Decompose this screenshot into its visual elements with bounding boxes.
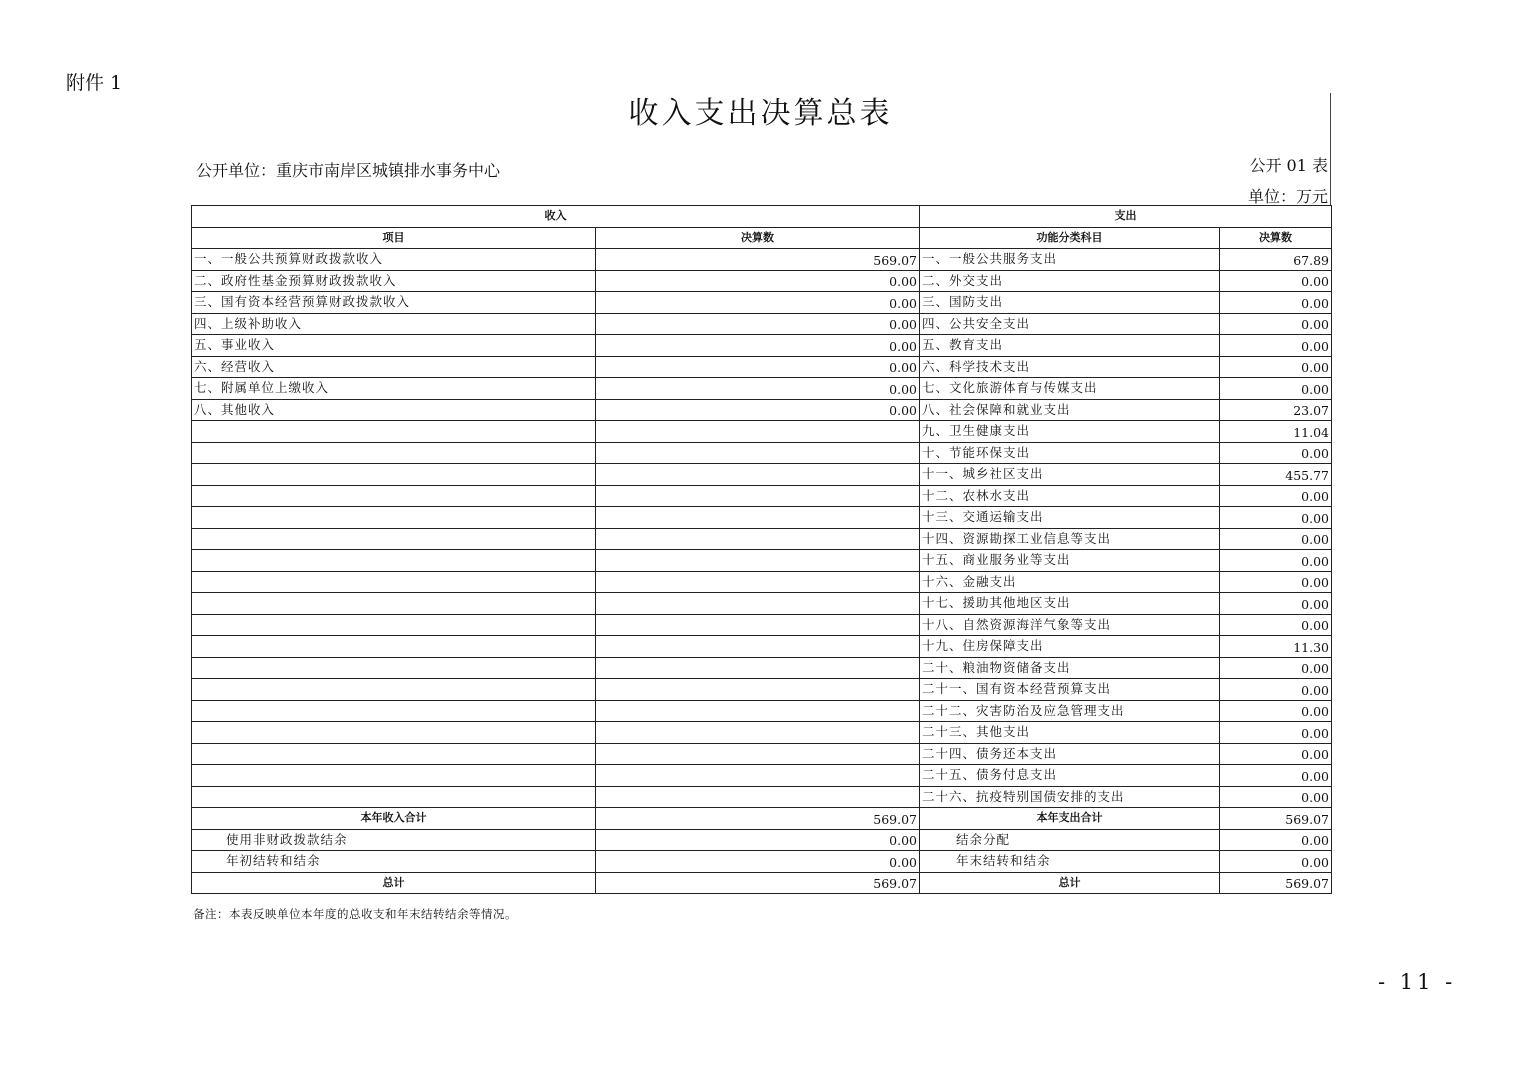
table-row: [192, 485, 1332, 507]
expense-amount: 0.00: [1220, 786, 1332, 808]
income-item-label: [192, 786, 596, 808]
expense-item-label: 二十二、灾害防治及应急管理支出: [920, 700, 1220, 722]
table-row: [192, 464, 1332, 486]
expense-amount: 11.04: [1220, 421, 1332, 443]
income-amount: 0.00: [596, 356, 920, 378]
expense-item-label: 二十、粮油物资储备支出: [920, 657, 1220, 679]
expense-item-label: 十、节能环保支出: [920, 442, 1220, 464]
expense-item-label: 三、国防支出: [920, 292, 1220, 314]
income-item-label: [192, 657, 596, 679]
income-amount: [596, 528, 920, 550]
income-amount: [596, 786, 920, 808]
income-amount: [596, 485, 920, 507]
func-class-header: 功能分类科目: [920, 227, 1220, 249]
income-amount: [596, 571, 920, 593]
income-expense-table: [191, 205, 1332, 894]
table-row: [192, 851, 1332, 873]
income-amount: 0.00: [596, 851, 920, 873]
expense-amount: 0.00: [1220, 528, 1332, 550]
expense-item-label: 十三、交通运输支出: [920, 507, 1220, 529]
amount-header-2: 决算数: [1220, 227, 1332, 249]
expense-amount: 0.00: [1220, 765, 1332, 787]
expense-amount: 0.00: [1220, 442, 1332, 464]
income-item-label: [192, 700, 596, 722]
income-amount: 569.07: [596, 808, 920, 830]
expense-item-label: 七、文化旅游体育与传媒支出: [920, 378, 1220, 400]
expense-item-label: 四、公共安全支出: [920, 313, 1220, 335]
expense-item-label: 六、科学技术支出: [920, 356, 1220, 378]
attachment-label: 附件 1: [66, 72, 123, 94]
expense-item-label: 结余分配: [920, 829, 1220, 851]
income-item-label: [192, 528, 596, 550]
income-item-label: 六、经营收入: [192, 356, 596, 378]
income-item-label: 五、事业收入: [192, 335, 596, 357]
expense-item-label: 二十四、债务还本支出: [920, 743, 1220, 765]
table-subheader-row: [192, 227, 1332, 249]
vertical-rule: [1330, 93, 1331, 205]
table-row: [192, 550, 1332, 572]
income-item-label: [192, 571, 596, 593]
table-row: [192, 593, 1332, 615]
expense-amount: 0.00: [1220, 679, 1332, 701]
income-item-label: 使用非财政拨款结余: [192, 829, 596, 851]
expense-amount: 569.07: [1220, 872, 1332, 894]
table-row: [192, 571, 1332, 593]
grand-total-row: [192, 872, 1332, 894]
table-row: [192, 421, 1332, 443]
income-item-label: 三、国有资本经营预算财政拨款收入: [192, 292, 596, 314]
table-row: [192, 786, 1332, 808]
income-item-label: 年初结转和结余: [192, 851, 596, 873]
table-row: [192, 270, 1332, 292]
expense-item-label: 十六、金融支出: [920, 571, 1220, 593]
expense-amount: 0.00: [1220, 722, 1332, 744]
expense-item-label: 十一、城乡社区支出: [920, 464, 1220, 486]
income-item-label: [192, 550, 596, 572]
expense-item-label: 二十六、抗疫特别国债安排的支出: [920, 786, 1220, 808]
expense-amount: 569.07: [1220, 808, 1332, 830]
expense-amount: 0.00: [1220, 356, 1332, 378]
income-amount: [596, 614, 920, 636]
income-amount: 0.00: [596, 270, 920, 292]
table-row: [192, 700, 1332, 722]
income-item-label: 四、上级补助收入: [192, 313, 596, 335]
expense-amount: 0.00: [1220, 270, 1332, 292]
income-amount: 569.07: [596, 872, 920, 894]
expense-item-label: 十九、住房保障支出: [920, 636, 1220, 658]
table-row: [192, 442, 1332, 464]
income-item-label: [192, 636, 596, 658]
income-amount: [596, 636, 920, 658]
income-amount: [596, 550, 920, 572]
form-number: 公开 01 表: [1249, 156, 1328, 175]
expense-amount: 455.77: [1220, 464, 1332, 486]
expense-amount: 0.00: [1220, 657, 1332, 679]
expense-amount: 0.00: [1220, 313, 1332, 335]
table-row: [192, 743, 1332, 765]
income-amount: 569.07: [596, 249, 920, 271]
income-amount: [596, 700, 920, 722]
income-amount: [596, 679, 920, 701]
income-amount: [596, 743, 920, 765]
currency-unit: 单位：万元: [1247, 187, 1328, 206]
expense-amount: 0.00: [1220, 507, 1332, 529]
income-item-label: [192, 765, 596, 787]
table-row: [192, 614, 1332, 636]
income-item-label: [192, 593, 596, 615]
table-row: [192, 356, 1332, 378]
expense-amount: 0.00: [1220, 292, 1332, 314]
expense-item-label: 二十五、债务付息支出: [920, 765, 1220, 787]
income-item-label: [192, 507, 596, 529]
table-row: [192, 679, 1332, 701]
expense-item-label: 五、教育支出: [920, 335, 1220, 357]
expense-item-label: 十五、商业服务业等支出: [920, 550, 1220, 572]
expense-item-label: 一、一般公共服务支出: [920, 249, 1220, 271]
table-row: [192, 722, 1332, 744]
income-item-label: [192, 722, 596, 744]
income-item-label: [192, 464, 596, 486]
table-row: [192, 507, 1332, 529]
income-amount: [596, 593, 920, 615]
expense-item-label: 九、卫生健康支出: [920, 421, 1220, 443]
income-amount: [596, 722, 920, 744]
income-item-label: [192, 743, 596, 765]
income-header: 收入: [192, 206, 920, 228]
income-amount: [596, 464, 920, 486]
expense-amount: 0.00: [1220, 743, 1332, 765]
table-row: [192, 636, 1332, 658]
income-amount: [596, 507, 920, 529]
amount-header: 决算数: [596, 227, 920, 249]
income-item-label: 七、附属单位上缴收入: [192, 378, 596, 400]
income-amount: [596, 765, 920, 787]
expense-amount: 0.00: [1220, 593, 1332, 615]
expense-item-label: 年末结转和结余: [920, 851, 1220, 873]
expense-item-label: 二十三、其他支出: [920, 722, 1220, 744]
expense-item-label: 十二、农林水支出: [920, 485, 1220, 507]
expense-amount: 0.00: [1220, 851, 1332, 873]
income-amount: 0.00: [596, 378, 920, 400]
table-header-row: [192, 206, 1332, 228]
income-item-label: [192, 679, 596, 701]
expense-amount: 11.30: [1220, 636, 1332, 658]
table-row: [192, 292, 1332, 314]
expense-amount: 0.00: [1220, 485, 1332, 507]
table-row: [192, 378, 1332, 400]
reporting-unit: 公开单位：重庆市南岸区城镇排水事务中心: [196, 161, 501, 180]
expense-amount: 0.00: [1220, 829, 1332, 851]
income-item-label: 八、其他收入: [192, 399, 596, 421]
expense-amount: 0.00: [1220, 571, 1332, 593]
income-item-label: [192, 442, 596, 464]
expense-header: 支出: [920, 206, 1332, 228]
footnote: 备注：本表反映单位本年度的总收支和年末结转结余等情况。: [193, 907, 517, 921]
income-amount: [596, 442, 920, 464]
income-item-label: 一、一般公共预算财政拨款收入: [192, 249, 596, 271]
expense-item-label: 十八、自然资源海洋气象等支出: [920, 614, 1220, 636]
expense-amount: 0.00: [1220, 614, 1332, 636]
table-row: [192, 335, 1332, 357]
income-amount: 0.00: [596, 335, 920, 357]
expense-amount: 0.00: [1220, 335, 1332, 357]
income-item-label: [192, 485, 596, 507]
table-row: [192, 313, 1332, 335]
income-item-label: [192, 614, 596, 636]
expense-amount: 67.89: [1220, 249, 1332, 271]
table-row: [192, 528, 1332, 550]
table-row: [192, 657, 1332, 679]
table-row: [192, 765, 1332, 787]
expense-item-label: 二十一、国有资本经营预算支出: [920, 679, 1220, 701]
item-header: 项目: [192, 227, 596, 249]
page-title: 收入支出决算总表: [628, 96, 893, 131]
expense-item-label: 十七、援助其他地区支出: [920, 593, 1220, 615]
page-number: - 11 -: [1378, 970, 1457, 994]
income-amount: 0.00: [596, 292, 920, 314]
income-amount: [596, 657, 920, 679]
table-row: [192, 829, 1332, 851]
table-body: [192, 249, 1332, 894]
table-row: [192, 399, 1332, 421]
expense-amount: 0.00: [1220, 378, 1332, 400]
income-item-label: 本年收入合计: [192, 808, 596, 830]
expense-amount: 23.07: [1220, 399, 1332, 421]
income-item-label: [192, 421, 596, 443]
expense-item-label: 八、社会保障和就业支出: [920, 399, 1220, 421]
expense-item-label: 十四、资源勘探工业信息等支出: [920, 528, 1220, 550]
expense-item-label: 本年支出合计: [920, 808, 1220, 830]
year-total-row: [192, 808, 1332, 830]
income-item-label: 总计: [192, 872, 596, 894]
expense-amount: 0.00: [1220, 700, 1332, 722]
income-amount: 0.00: [596, 399, 920, 421]
expense-item-label: 二、外交支出: [920, 270, 1220, 292]
income-amount: 0.00: [596, 829, 920, 851]
table-row: [192, 249, 1332, 271]
income-amount: 0.00: [596, 313, 920, 335]
expense-item-label: 总计: [920, 872, 1220, 894]
income-item-label: 二、政府性基金预算财政拨款收入: [192, 270, 596, 292]
income-amount: [596, 421, 920, 443]
expense-amount: 0.00: [1220, 550, 1332, 572]
